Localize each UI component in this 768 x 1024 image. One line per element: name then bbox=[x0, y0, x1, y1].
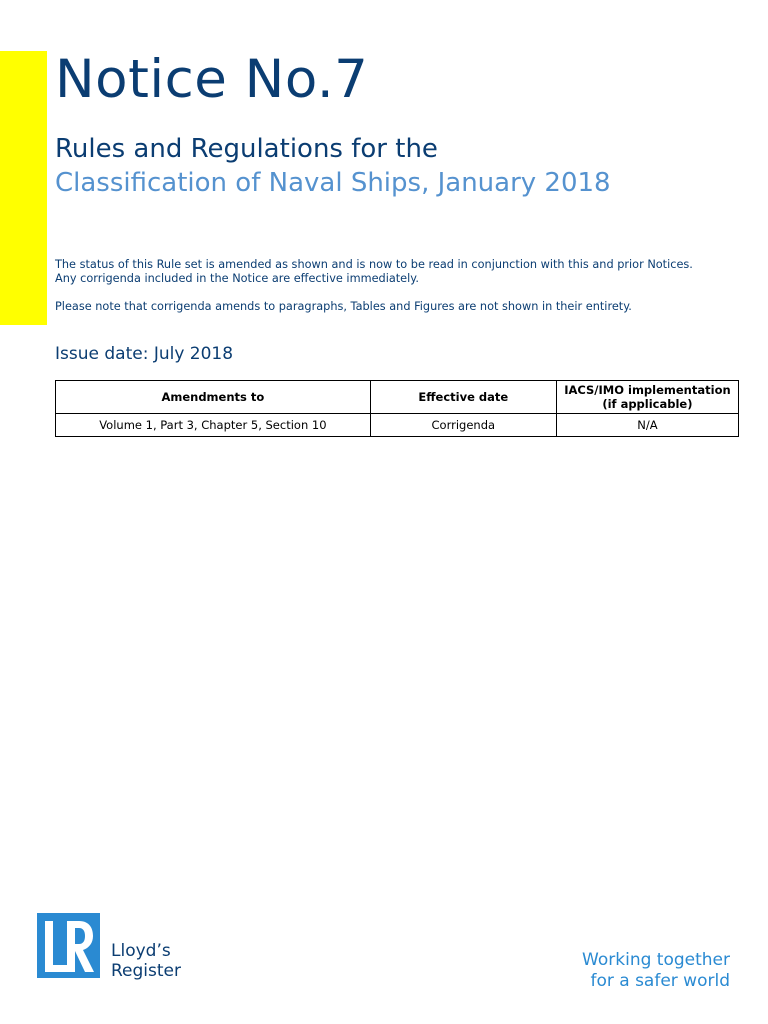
issue-date: Issue date: July 2018 bbox=[55, 344, 234, 364]
logo-line-1: Lloyd’s bbox=[111, 941, 171, 961]
subtitle-line-2: Classification of Naval Ships, January 2018 bbox=[55, 168, 611, 198]
page-title: Notice No.7 bbox=[55, 49, 369, 110]
tagline bbox=[582, 950, 730, 992]
logo-line-2: Register bbox=[111, 961, 181, 981]
yellow-accent-bar bbox=[0, 51, 47, 325]
table-row bbox=[56, 414, 739, 437]
logo-wordmark bbox=[111, 941, 181, 981]
status-paragraph bbox=[55, 258, 755, 286]
header-iacs-line-1: IACS/IMO implementation bbox=[564, 383, 731, 397]
table-header-row bbox=[56, 381, 739, 414]
cell-effective-date: Corrigenda bbox=[370, 414, 556, 437]
corrigenda-note: Please note that corrigenda amends to paragraphs, Tables and Figures are not shown in their entirety. bbox=[55, 300, 632, 313]
header-iacs-implementation bbox=[556, 381, 738, 414]
header-effective-date: Effective date bbox=[370, 381, 556, 414]
header-iacs-line-2: (if applicable) bbox=[602, 397, 693, 411]
subtitle-line-1: Rules and Regulations for the bbox=[55, 134, 438, 164]
amendments-table bbox=[55, 380, 739, 437]
cell-amendments-to: Volume 1, Part 3, Chapter 5, Section 10 bbox=[56, 414, 371, 437]
cell-iacs: N/A bbox=[556, 414, 738, 437]
header-amendments-to: Amendments to bbox=[56, 381, 371, 414]
tagline-line-1: Working together bbox=[582, 950, 730, 970]
tagline-line-2: for a safer world bbox=[590, 971, 730, 991]
status-paragraph-line-1: The status of this Rule set is amended as shown and is now to be read in conjunction with this and prior Notices. bbox=[55, 258, 693, 271]
status-paragraph-line-2: Any corrigenda included in the Notice are effective immediately. bbox=[55, 272, 419, 285]
lloyds-register-logo-icon bbox=[37, 913, 100, 978]
